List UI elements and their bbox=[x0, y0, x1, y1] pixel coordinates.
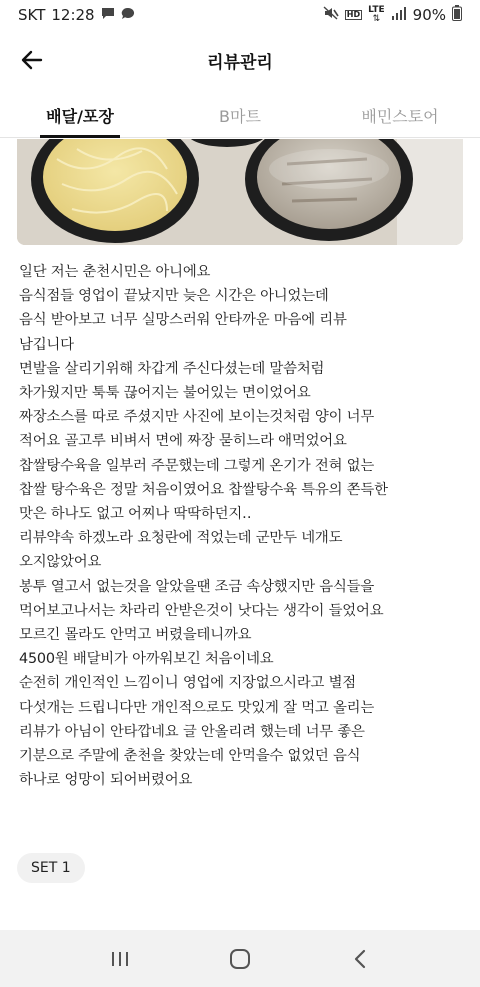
message-icon bbox=[101, 6, 115, 24]
review-line: 오지않았어요 bbox=[19, 554, 102, 571]
food-photo-image bbox=[17, 139, 463, 245]
tab-baemin-store[interactable]: 배민스토어 bbox=[361, 107, 439, 126]
status-right bbox=[323, 5, 462, 25]
battery-icon bbox=[452, 5, 462, 25]
review-line: 일단 저는 춘천시민은 아니에요 bbox=[19, 264, 211, 280]
review-line: 리뷰약속 하겠노라 요청란에 적었는데 군만두 네개도 bbox=[19, 530, 343, 547]
review-line: 맛은 하나도 없고 어찌나 딱딱하던지‥ bbox=[19, 506, 252, 523]
network-label: LTE bbox=[368, 5, 385, 15]
signal-icon bbox=[391, 6, 407, 24]
review-line: 모르긴 몰라도 안먹고 버렸을테니까요 bbox=[19, 627, 252, 644]
menu-chip: SET 1 bbox=[17, 853, 85, 883]
review-line: 짜장소스를 따로 주셨지만 사진에 보이는것처럼 양이 너무 bbox=[19, 409, 375, 426]
review-line: 남깁니다 bbox=[19, 336, 74, 353]
status-left bbox=[18, 6, 135, 24]
review-line: 기분으로 주말에 춘천을 찾았는데 안먹을수 없었던 음식 bbox=[19, 748, 361, 765]
tab-bar bbox=[0, 94, 480, 138]
carrier-label: SKT bbox=[18, 6, 46, 24]
review-line: 먹어보고나서는 차라리 안받은것이 낫다는 생각이 들었어요 bbox=[19, 602, 384, 619]
recent-apps-button[interactable] bbox=[98, 937, 142, 981]
battery-percent: 90% bbox=[412, 6, 446, 24]
mute-icon bbox=[323, 6, 339, 24]
review-line: 음식점들 영업이 끝났지만 늦은 시간은 아니었는데 bbox=[19, 288, 329, 305]
nav-back-button[interactable] bbox=[338, 937, 382, 981]
review-photo[interactable] bbox=[17, 139, 463, 245]
lte-indicator bbox=[368, 6, 385, 24]
chevron-left-icon bbox=[352, 948, 368, 970]
home-icon bbox=[228, 947, 252, 971]
status-bar bbox=[0, 0, 480, 30]
review-line: 차가웠지만 툭툭 끊어지는 불어있는 면이었어요 bbox=[19, 385, 311, 402]
review-line: 찹쌀 탕수육은 정말 처음이였어요 찹쌀탕수육 특유의 쫀득한 bbox=[19, 481, 388, 498]
review-line: 하나로 엉망이 되어버렸어요 bbox=[19, 772, 193, 789]
review-line: 찹쌀탕수육을 일부러 주문했는데 그렇게 온기가 전혀 없는 bbox=[19, 457, 375, 474]
review-line: 면발을 살리기위해 차갑게 주신다셨는데 말씀처럼 bbox=[19, 360, 325, 377]
page-title: 리뷰관리 bbox=[207, 53, 273, 73]
clock: 12:28 bbox=[51, 6, 95, 24]
home-button[interactable] bbox=[218, 937, 262, 981]
review-line: 4500원 배달비가 아까워보긴 처음이네요 bbox=[19, 651, 274, 668]
tab-delivery[interactable]: 배달/포장 bbox=[0, 94, 160, 137]
hd-voice-icon bbox=[345, 10, 362, 20]
app-header bbox=[0, 34, 480, 86]
review-line: 다섯개는 드립니다만 개인적으로도 맛있게 잘 먹고 올리는 bbox=[19, 699, 375, 716]
tab-bmart[interactable]: B마트 bbox=[219, 107, 261, 126]
review-text bbox=[19, 260, 465, 792]
review-line: 적어요 골고루 비벼서 면에 짜장 묻히느라 애먹었어요 bbox=[19, 433, 347, 450]
data-arrows-icon: ⇅ bbox=[372, 14, 381, 24]
chat-bubble-icon bbox=[121, 6, 135, 24]
review-line: 음식 받아보고 너무 실망스러워 안타까운 마음에 리뷰 bbox=[19, 312, 347, 329]
review-line: 리뷰가 아님이 안타깝네요 글 안올리려 했는데 너무 좋은 bbox=[19, 723, 365, 740]
hd-label: HD bbox=[346, 10, 361, 19]
review-line: 순전히 개인적인 느낌이니 영업에 지장없으시라고 별점 bbox=[19, 675, 357, 692]
review-line: 봉투 열고서 없는것을 알았을땐 조금 속상했지만 음식들을 bbox=[19, 578, 375, 595]
recent-apps-icon bbox=[109, 949, 131, 969]
system-nav-bar bbox=[0, 930, 480, 987]
